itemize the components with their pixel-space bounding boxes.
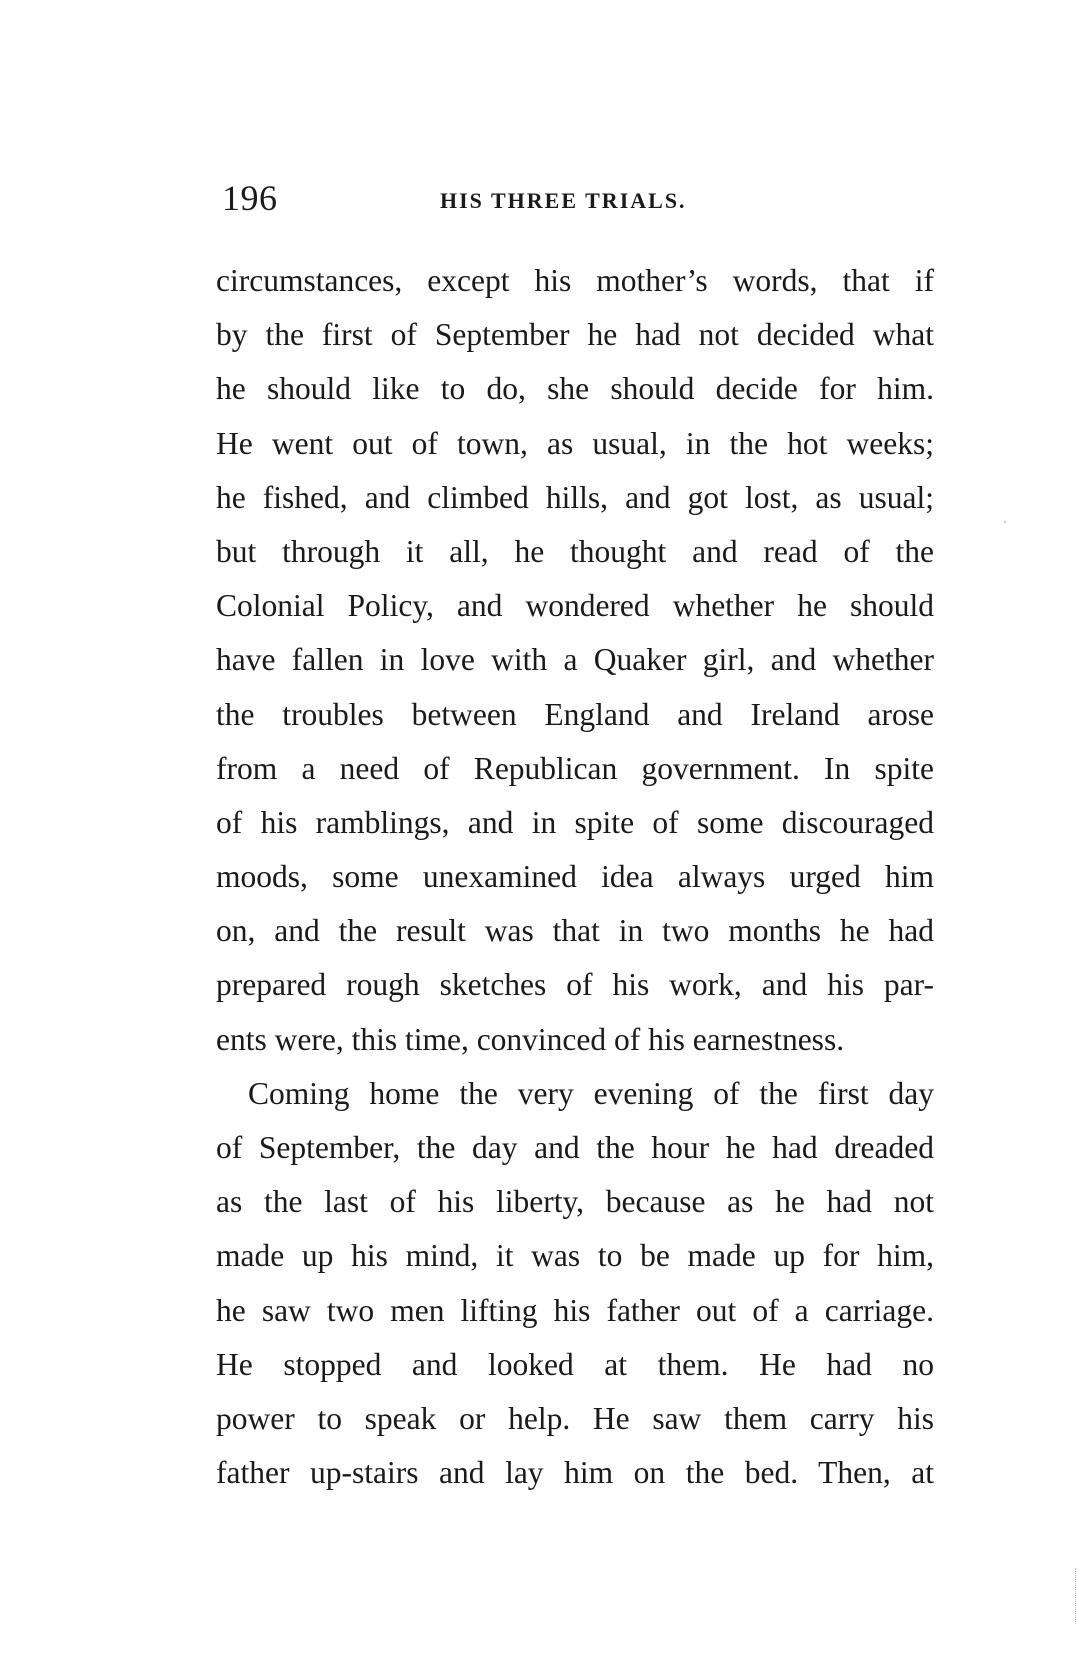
text-line: the troubles between England and Ireland arose [216,696,934,732]
paragraph [216,1067,934,1501]
text-line: He stopped and looked at them. He had no [216,1346,934,1382]
text-line: prepared rough sketches of his work, and his par- [216,967,934,1003]
text-line: made up his mind, it was to be made up for him, [216,1238,934,1274]
page-number: 196 [222,178,278,218]
text-line: father up-stairs and lay him on the bed. Then, at [216,1455,934,1491]
scan-edge-mark [1075,1568,1078,1624]
text-line: He went out of town, as usual, in the hot weeks; [216,425,934,461]
running-title: HIS THREE TRIALS. [440,188,687,213]
text-line: from a need of Republican government. In spite [216,750,934,786]
text-line: of his ramblings, and in spite of some discouraged [216,804,934,840]
text-line: by the first of September he had not decided what [216,317,934,353]
text-line: ents were, this time, convinced of his earnestness. [216,1021,845,1057]
text-line: as the last of his liberty, because as he had not [216,1184,934,1220]
scan-speck [1004,521,1006,523]
text-line: he fished, and climbed hills, and got lost, as usual; [216,479,934,515]
text-line: he saw two men lifting his father out of a carriage. [216,1292,934,1328]
text-line: on, and the result was that in two months he had [216,913,934,949]
text-line: power to speak or help. He saw them carry his [216,1400,934,1436]
text-line: he should like to do, she should decide for him. [216,371,934,407]
text-line: but through it all, he thought and read of the [216,533,934,569]
text-line: of September, the day and the hour he had dreaded [216,1130,934,1165]
paragraph [216,254,934,1067]
text-line: Colonial Policy, and wondered whether he should [216,588,934,624]
text-line: Coming home the very evening of the first day [248,1075,934,1111]
text-line: circumstances, except his mother’s words, that if [216,263,934,298]
text-line: moods, some unexamined idea always urged him [216,859,934,895]
body-text [216,254,934,1500]
text-line: have fallen in love with a Quaker girl, and whether [216,642,934,678]
